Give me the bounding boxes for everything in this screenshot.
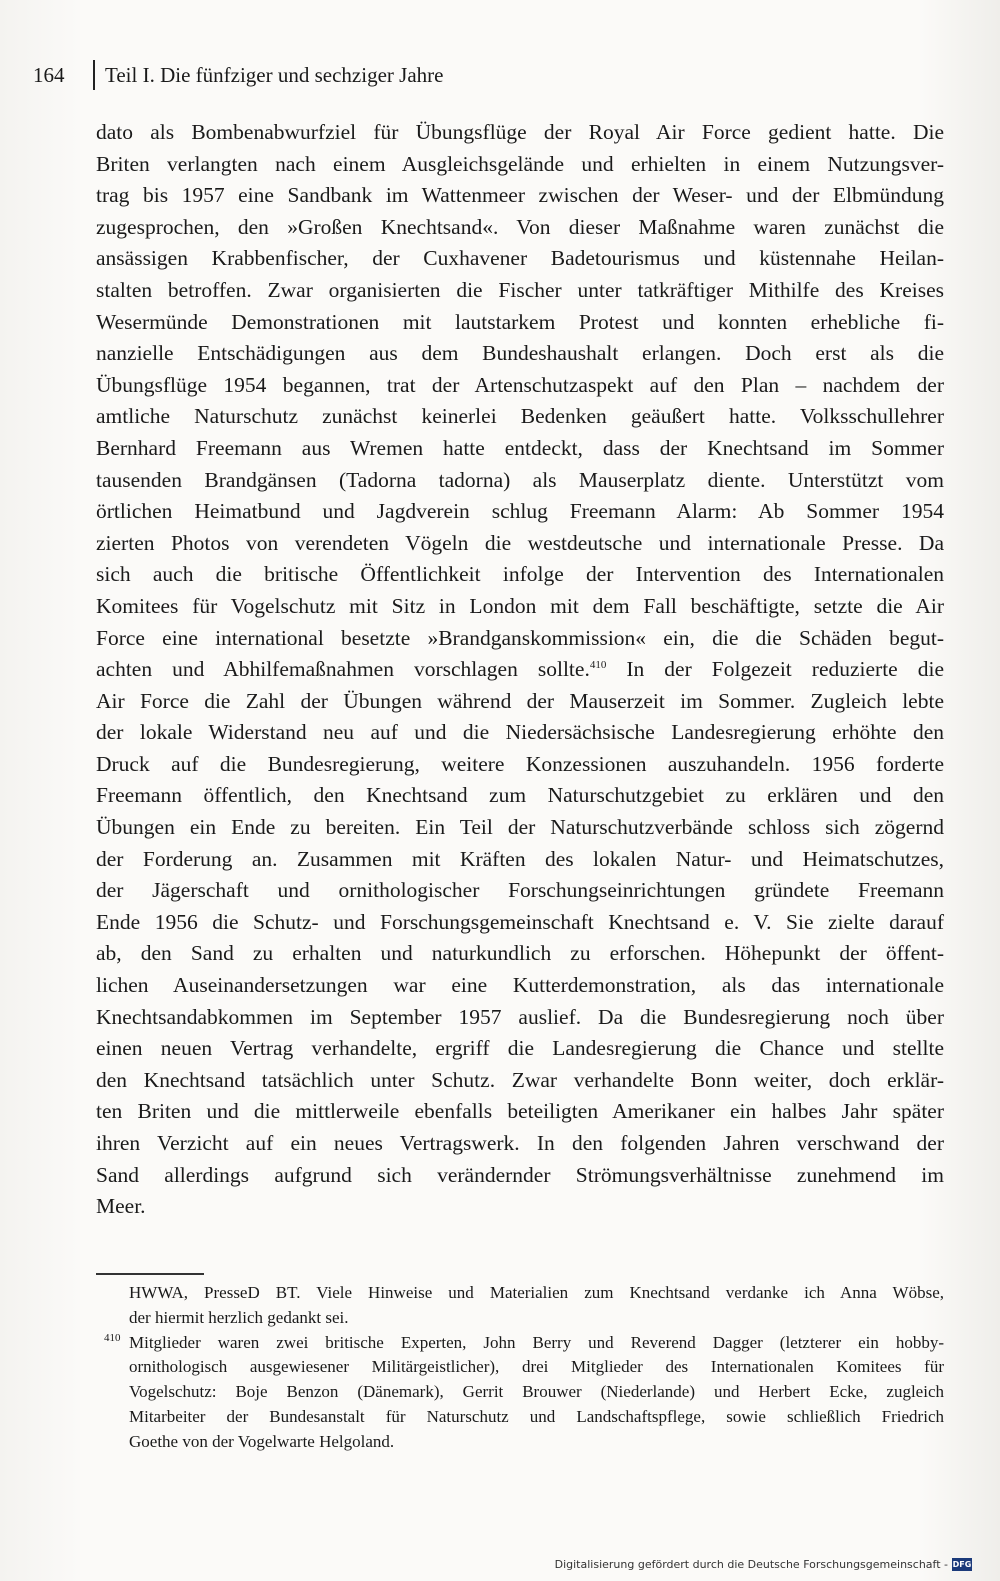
page-number: 164 <box>33 62 65 87</box>
text-line: ab, den Sand zu erhalten und naturkundlich zu erforschen. Höhepunkt der öffent- <box>96 941 944 966</box>
text-line: trag bis 1957 eine Sandbank im Wattenmeer zwischen der Weser- und der Elbmündung <box>96 183 944 208</box>
text-line: Knechtsandabkommen im September 1957 auslief. Da die Bundesregierung noch über <box>96 1004 944 1029</box>
text-line-with-note <box>96 654 944 686</box>
text-line: stalten betroffen. Zwar organisierten die Fischer unter tatkräftiger Mithilfe des Kreises <box>96 277 944 302</box>
footnote <box>96 1331 944 1455</box>
text-line: der Forderung an. Zusammen mit Kräften des lokalen Natur- und Heimatschutzes, <box>96 846 944 871</box>
footnote-marker: 410 <box>589 658 607 671</box>
text-line: tausenden Brandgänsen (Tadorna tadorna) als Mauserplatz diente. Unterstützt vom <box>96 467 944 492</box>
text-line: lichen Auseinandersetzungen war eine Kutterdemonstration, als das internationale <box>96 973 944 998</box>
footnote-line: HWWA, PresseD BT. Viele Hinweise und Materialien zum Knechtsand verdanke ich Anna Wöbse, <box>129 1283 944 1302</box>
footnote-line: Mitarbeiter der Bundesanstalt für Naturschutz und Landschaftspflege, sowie schließlich Friedrich <box>129 1406 944 1426</box>
running-header <box>33 60 443 90</box>
footnote-line: Vogelschutz: Boje Benzon (Dänemark), Gerrit Brouwer (Niederlande) und Herbert Ecke, zugleich <box>129 1382 944 1402</box>
text-line: der lokale Widerstand neu auf und die Niedersächsische Landesregierung erhöhte den <box>96 720 944 745</box>
text-line: der Jägerschaft und ornithologischer Forschungseinrichtungen gründete Freemann <box>96 878 944 903</box>
text-line: dato als Bombenabwurfziel für Übungsflüge der Royal Air Force gedient hatte. Die <box>96 120 944 144</box>
header-divider <box>93 60 95 90</box>
footnote-line: Goethe von der Vogelwarte Helgoland. <box>129 1431 395 1451</box>
text-line: Übungsflüge 1954 begannen, trat der Artenschutzaspekt auf den Plan – nachdem der <box>96 372 944 397</box>
text-line: zugesprochen, den »Großen Knechtsand«. Von dieser Maßnahme waren zunächst die <box>96 214 944 239</box>
line-text-continued: In der Folgezeit reduzierte die <box>626 657 945 682</box>
text-line: ihren Verzicht auf ein neues Vertragswerk. In den folgenden Jahren verschwand der <box>96 1131 944 1155</box>
footnote-rule <box>96 1273 204 1275</box>
text-line: ansässigen Krabbenfischer, der Cuxhavener Badetourismus und küstennahe Heilan- <box>96 246 944 271</box>
footnote <box>96 1281 944 1331</box>
line-text: achten und Abhilfemaßnahmen vorschlagen sollte. <box>96 657 590 682</box>
footnote-line: ornithologisch ausgewiesener Militärgeistlicher), drei Mitglieder des Internationalen Komitees für <box>129 1357 944 1377</box>
text-line: örtlichen Heimatbund und Jagdverein schlug Freemann Alarm: Ab Sommer 1954 <box>96 499 944 524</box>
footnote-line: Mitglieder waren zwei britische Experten, John Berry und Reverend Dagger (letzterer ein hobby- <box>129 1332 944 1352</box>
text-line: ten Briten und die mittlerweile ebenfalls beteiligten Amerikaner ein halbes Jahr später <box>96 1099 944 1124</box>
text-line: den Knechtsand tatsächlich unter Schutz. Zwar verhandelte Bonn weiter, doch erklär- <box>96 1067 944 1092</box>
text-line: Komitees für Vogelschutz mit Sitz in London mit dem Fall beschäftigte, setzte die Air <box>96 593 944 618</box>
text-line: zierten Photos von verendeten Vögeln die westdeutsche und internationale Presse. Da <box>96 530 944 555</box>
text-line: Wesermünde Demonstrationen mit lautstarkem Protest und konnten erhebliche fi- <box>96 309 944 334</box>
text-line: Druck auf die Bundesregierung, weitere Konzessionen auszuhandeln. 1956 forderte <box>96 751 944 776</box>
running-title: Teil I. Die fünfziger und sechziger Jahre <box>105 62 444 87</box>
footnote-line: der hiermit herzlich gedankt sei. <box>129 1307 349 1327</box>
text-line: Sand allerdings aufgrund sich verändernder Strömungsverhältnisse zunehmend im <box>96 1162 944 1187</box>
text-line: Ende 1956 die Schutz- und Forschungsgemeinschaft Knechtsand e. V. Sie zielte darauf <box>96 909 944 934</box>
dfg-logo-icon: DFG <box>952 1560 972 1569</box>
text-line: Briten verlangten nach einem Ausgleichsgelände und erhielten in einem Nutzungsver- <box>96 151 944 176</box>
text-line: amtliche Naturschutz zunächst keinerlei Bedenken geäußert hatte. Volksschullehrer <box>96 404 944 429</box>
credit-text: Digitalisierung gefördert durch die Deutsche Forschungsgemeinschaft - <box>554 1558 948 1571</box>
body-text <box>96 117 944 1223</box>
footnotes <box>96 1281 944 1455</box>
text-line: Übungen ein Ende zu bereiten. Ein Teil der Naturschutzverbände schloss sich zögernd <box>96 815 944 840</box>
footnote-number: 410 <box>104 1331 121 1344</box>
text-line: Meer. <box>96 1194 146 1219</box>
text-line: nanzielle Entschädigungen aus dem Bundeshaushalt erlangen. Doch erst als die <box>96 341 944 366</box>
text-line: einen neuen Vertrag verhandelte, ergriff die Landesregierung die Chance und stellte <box>96 1036 944 1061</box>
text-line: Force eine international besetzte »Brandganskommission« ein, die die Schäden begut- <box>96 625 944 650</box>
text-line: Bernhard Freemann aus Wremen hatte entdeckt, dass der Knechtsand im Sommer <box>96 435 944 460</box>
text-line: Air Force die Zahl der Übungen während der Mauserzeit im Sommer. Zugleich lebte <box>96 688 944 713</box>
digitization-credit <box>555 1558 972 1571</box>
text-line: sich auch die britische Öffentlichkeit infolge der Intervention des Internationalen <box>96 562 944 587</box>
text-line: Freemann öffentlich, den Knechtsand zum Naturschutzgebiet zu erklären und den <box>96 783 944 808</box>
